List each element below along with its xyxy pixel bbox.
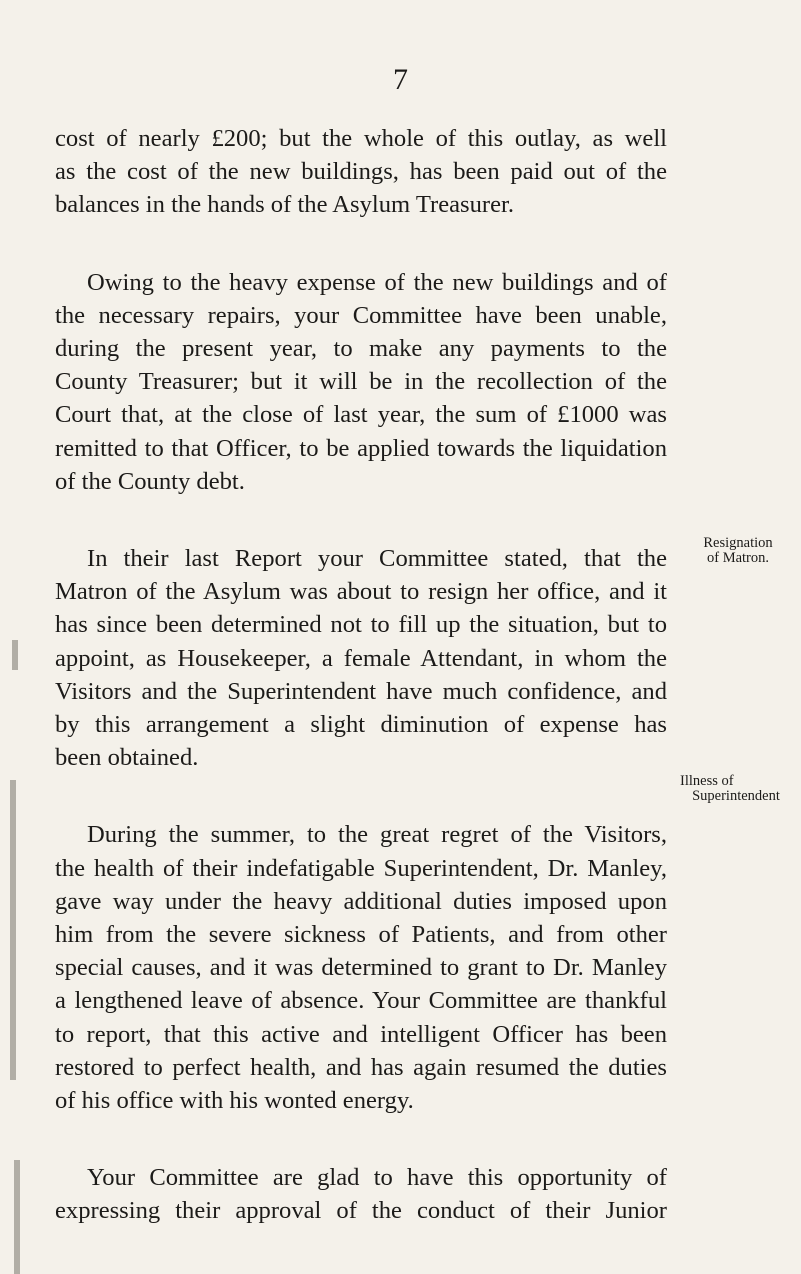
- text-line: as the cost of the new buildings, has been paid out of the: [55, 158, 667, 186]
- paragraph-3: [55, 542, 667, 774]
- margin-note-line: Superintendent: [692, 788, 780, 804]
- text-line: the health of their indefatigable Superintendent, Dr. Manley,: [55, 854, 667, 882]
- binding-shadow-mark: [14, 1160, 20, 1274]
- text-line: been obtained.: [55, 744, 199, 772]
- body-text: [55, 122, 667, 1272]
- paragraph-5: [55, 1161, 667, 1227]
- paragraph-1: [55, 122, 667, 222]
- text-line: In their last Report your Committee stated, that the: [87, 545, 667, 573]
- text-line: County Treasurer; but it will be in the recollection of the: [55, 368, 667, 396]
- text-line: Court that, at the close of last year, the sum of £1000 was: [55, 401, 667, 429]
- text-line: expressing their approval of the conduct of their Junior: [55, 1197, 667, 1225]
- text-line: of the County debt.: [55, 467, 245, 495]
- text-line: Visitors and the Superintendent have much confidence, and: [55, 677, 667, 705]
- text-line: Your Committee are glad to have this opportunity of: [87, 1164, 667, 1192]
- text-line: Owing to the heavy expense of the new buildings and of: [87, 268, 667, 296]
- margin-note-resignation: [678, 536, 798, 566]
- binding-shadow-mark: [12, 640, 18, 670]
- text-line: has since been determined not to fill up the situation, but to: [55, 611, 667, 639]
- text-line: by this arrangement a slight diminution of expense has: [55, 711, 667, 739]
- binding-shadow-mark: [10, 780, 16, 1080]
- text-line: of his office with his wonted energy.: [55, 1087, 414, 1115]
- text-line: appoint, as Housekeeper, a female Attendant, in whom the: [55, 644, 667, 672]
- text-line: a lengthened leave of absence. Your Committee are thankful: [55, 987, 667, 1015]
- text-line: Matron of the Asylum was about to resign her office, and it: [55, 578, 667, 606]
- text-line: the necessary repairs, your Committee have been unable,: [55, 301, 667, 329]
- margin-note-line: Resignation: [703, 535, 773, 551]
- text-line: remitted to that Officer, to be applied towards the liquidation: [55, 434, 667, 462]
- text-line: cost of nearly £200; but the whole of this outlay, as well: [55, 125, 667, 152]
- text-line: balances in the hands of the Asylum Treasurer.: [55, 191, 515, 219]
- binding-gutter: [0, 0, 55, 1274]
- text-line: gave way under the heavy additional duties imposed upon: [55, 887, 667, 915]
- text-line: to report, that this active and intelligent Officer has been: [55, 1020, 667, 1048]
- margin-note-illness: [676, 774, 796, 804]
- text-line: special causes, and it was determined to grant to Dr. Manley: [55, 954, 667, 982]
- text-line: restored to perfect health, and has again resumed the duties: [55, 1053, 667, 1081]
- margin-note-line: Illness of: [680, 773, 734, 789]
- paragraph-4: [55, 818, 667, 1117]
- margin-note-line: of Matron.: [706, 550, 769, 566]
- text-line: him from the severe sickness of Patients, and from other: [55, 921, 667, 949]
- text-line: During the summer, to the great regret of the Visitors,: [87, 821, 667, 849]
- text-line: during the present year, to make any payments to the: [55, 335, 667, 363]
- page-number: 7: [393, 63, 408, 96]
- paragraph-2: [55, 266, 667, 498]
